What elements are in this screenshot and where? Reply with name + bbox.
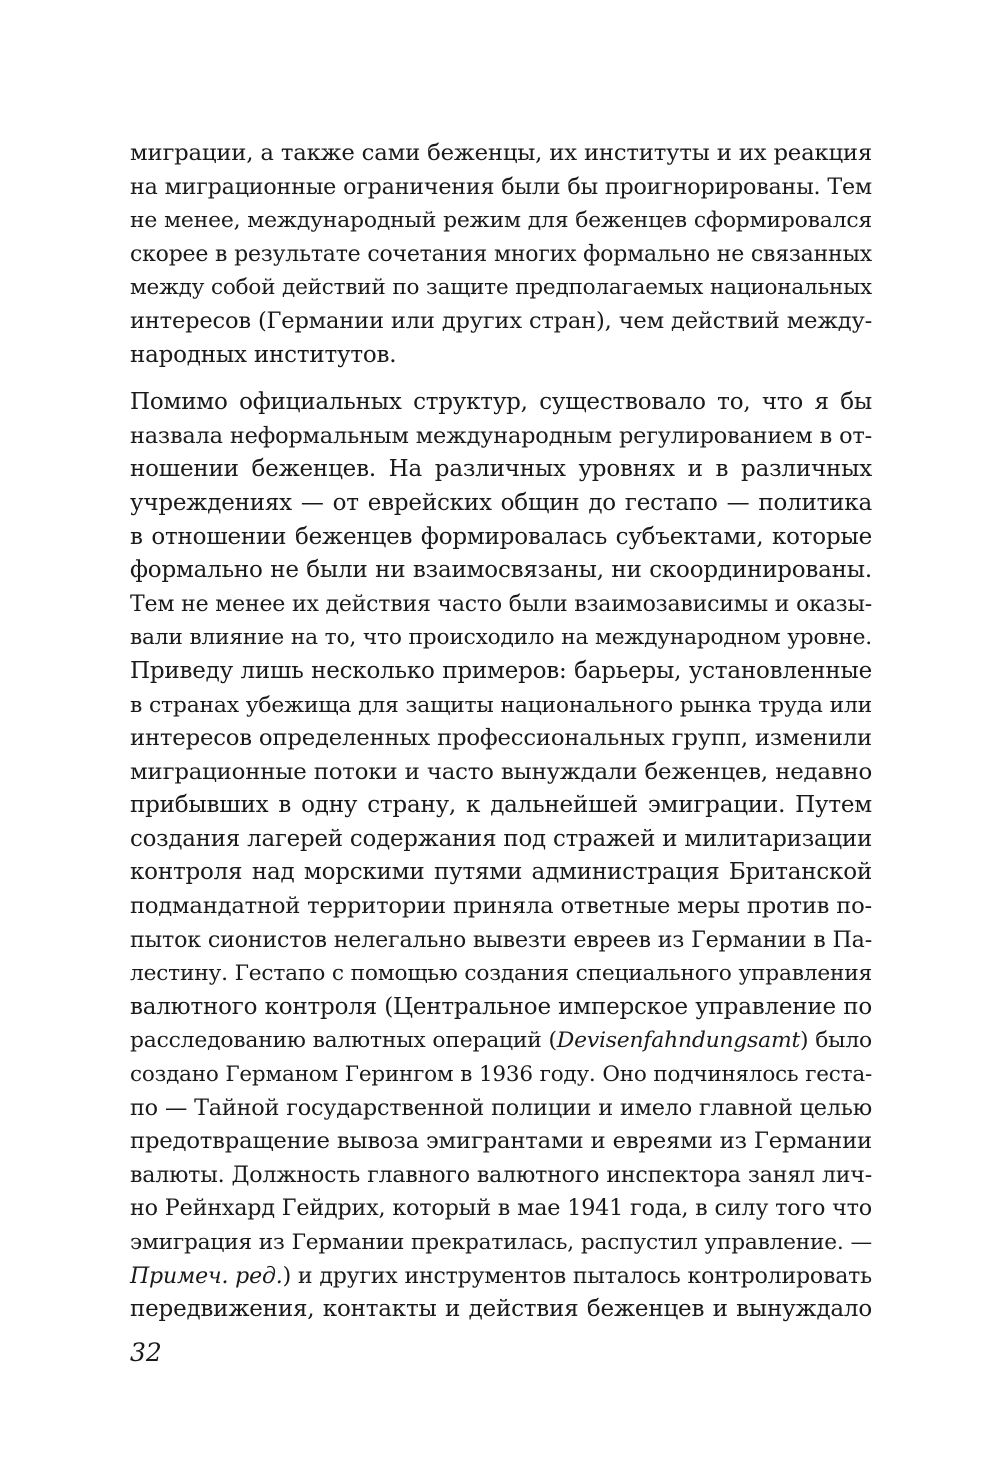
text-line: интересов (Германии или других стран), чем действий между- bbox=[130, 307, 872, 334]
text-line: миграции, а также сами беженцы, их институты и их реакция bbox=[130, 140, 872, 166]
body-text bbox=[130, 137, 872, 1327]
text-line: прибывших в одну страну, к дальнейшей эмиграции. Путем bbox=[130, 792, 872, 819]
text-line: но Рейнхард Гейдрих, который в мае 1941 года, в силу того что bbox=[130, 1195, 872, 1222]
text-line: Приведу лишь несколько примеров: барьеры, установленные bbox=[130, 657, 872, 684]
text-line-with-italic bbox=[130, 1260, 872, 1294]
text-line: формально не были ни взаимосвязаны, ни скоординированы. bbox=[130, 557, 872, 584]
text-line: пыток сионистов нелегально вывезти евреев из Германии в Па- bbox=[130, 926, 872, 953]
text-line: не менее, международный режим для беженцев сформировался bbox=[130, 208, 872, 234]
text-line: валюты. Должность главного валютного инспектора занял лич- bbox=[130, 1161, 872, 1188]
page-number: 32 bbox=[130, 1338, 162, 1367]
text-line: эмиграция из Германии прекратилась, распустил управление. — bbox=[130, 1230, 872, 1255]
editor-note: Примеч. ред. bbox=[130, 1263, 283, 1289]
text-line: в странах убежища для защиты национального рынка труда или bbox=[130, 692, 872, 718]
text-line: передвижения, контакты и действия беженцев и вынуждало bbox=[130, 1296, 872, 1323]
text-line: учреждениях — от еврейских общин до гестапо — политика bbox=[130, 489, 872, 516]
text-line: создано Германом Герингом в 1936 году. Оно подчинялось геста- bbox=[130, 1062, 872, 1088]
text-line: в отношении беженцев формировалась субъектами, которые bbox=[130, 523, 872, 550]
text-line: лестину. Гестапо с помощью создания специального управления bbox=[130, 961, 872, 987]
text-line: ношении беженцев. На различных уровнях и в различных bbox=[130, 456, 872, 483]
text-line: народных институтов. bbox=[130, 341, 397, 368]
text-line: назвала неформальным международным регулированием в от- bbox=[130, 422, 872, 449]
text-line: подмандатной территории приняла ответные меры против по- bbox=[130, 893, 872, 920]
text-line: создания лагерей содержания под стражей и милитаризации bbox=[130, 825, 872, 852]
text-line: на миграционные ограничения были бы проигнорированы. Тем bbox=[130, 173, 872, 200]
text-line: миграционные потоки и часто вынуждали беженцев, недавно bbox=[130, 758, 872, 785]
paragraph-2 bbox=[130, 386, 872, 1327]
text-line: Помимо официальных структур, существовало то, что я бы bbox=[130, 389, 872, 416]
text-run: ) и других инструментов пыталось контролировать bbox=[282, 1263, 872, 1289]
text-line: скорее в результате сочетания многих формально не связанных bbox=[130, 241, 872, 267]
text-line: интересов определенных профессиональных групп, изменили bbox=[130, 725, 872, 752]
text-line: контроля над морскими путями администрация Британской bbox=[130, 859, 872, 886]
text-line-with-italic bbox=[130, 1024, 872, 1058]
text-line: вали влияние на то, что происходило на международном уровне. bbox=[130, 625, 872, 651]
italic-term: Devisenfahndungsamt bbox=[556, 1028, 801, 1054]
text-line: валютного контроля (Центральное имперское управление по bbox=[130, 993, 872, 1020]
text-run: расследованию валютных операций ( bbox=[130, 1028, 557, 1054]
text-run: ) было bbox=[800, 1028, 872, 1054]
paragraph-1 bbox=[130, 137, 872, 372]
text-line: между собой действий по защите предполагаемых национальных bbox=[130, 275, 872, 301]
text-line: по — Тайной государственной полиции и имело главной целью bbox=[130, 1094, 872, 1121]
text-line: Тем не менее их действия часто были взаимозависимы и оказы- bbox=[130, 591, 872, 617]
text-line: предотвращение вывоза эмигрантами и евреями из Германии bbox=[130, 1128, 872, 1155]
